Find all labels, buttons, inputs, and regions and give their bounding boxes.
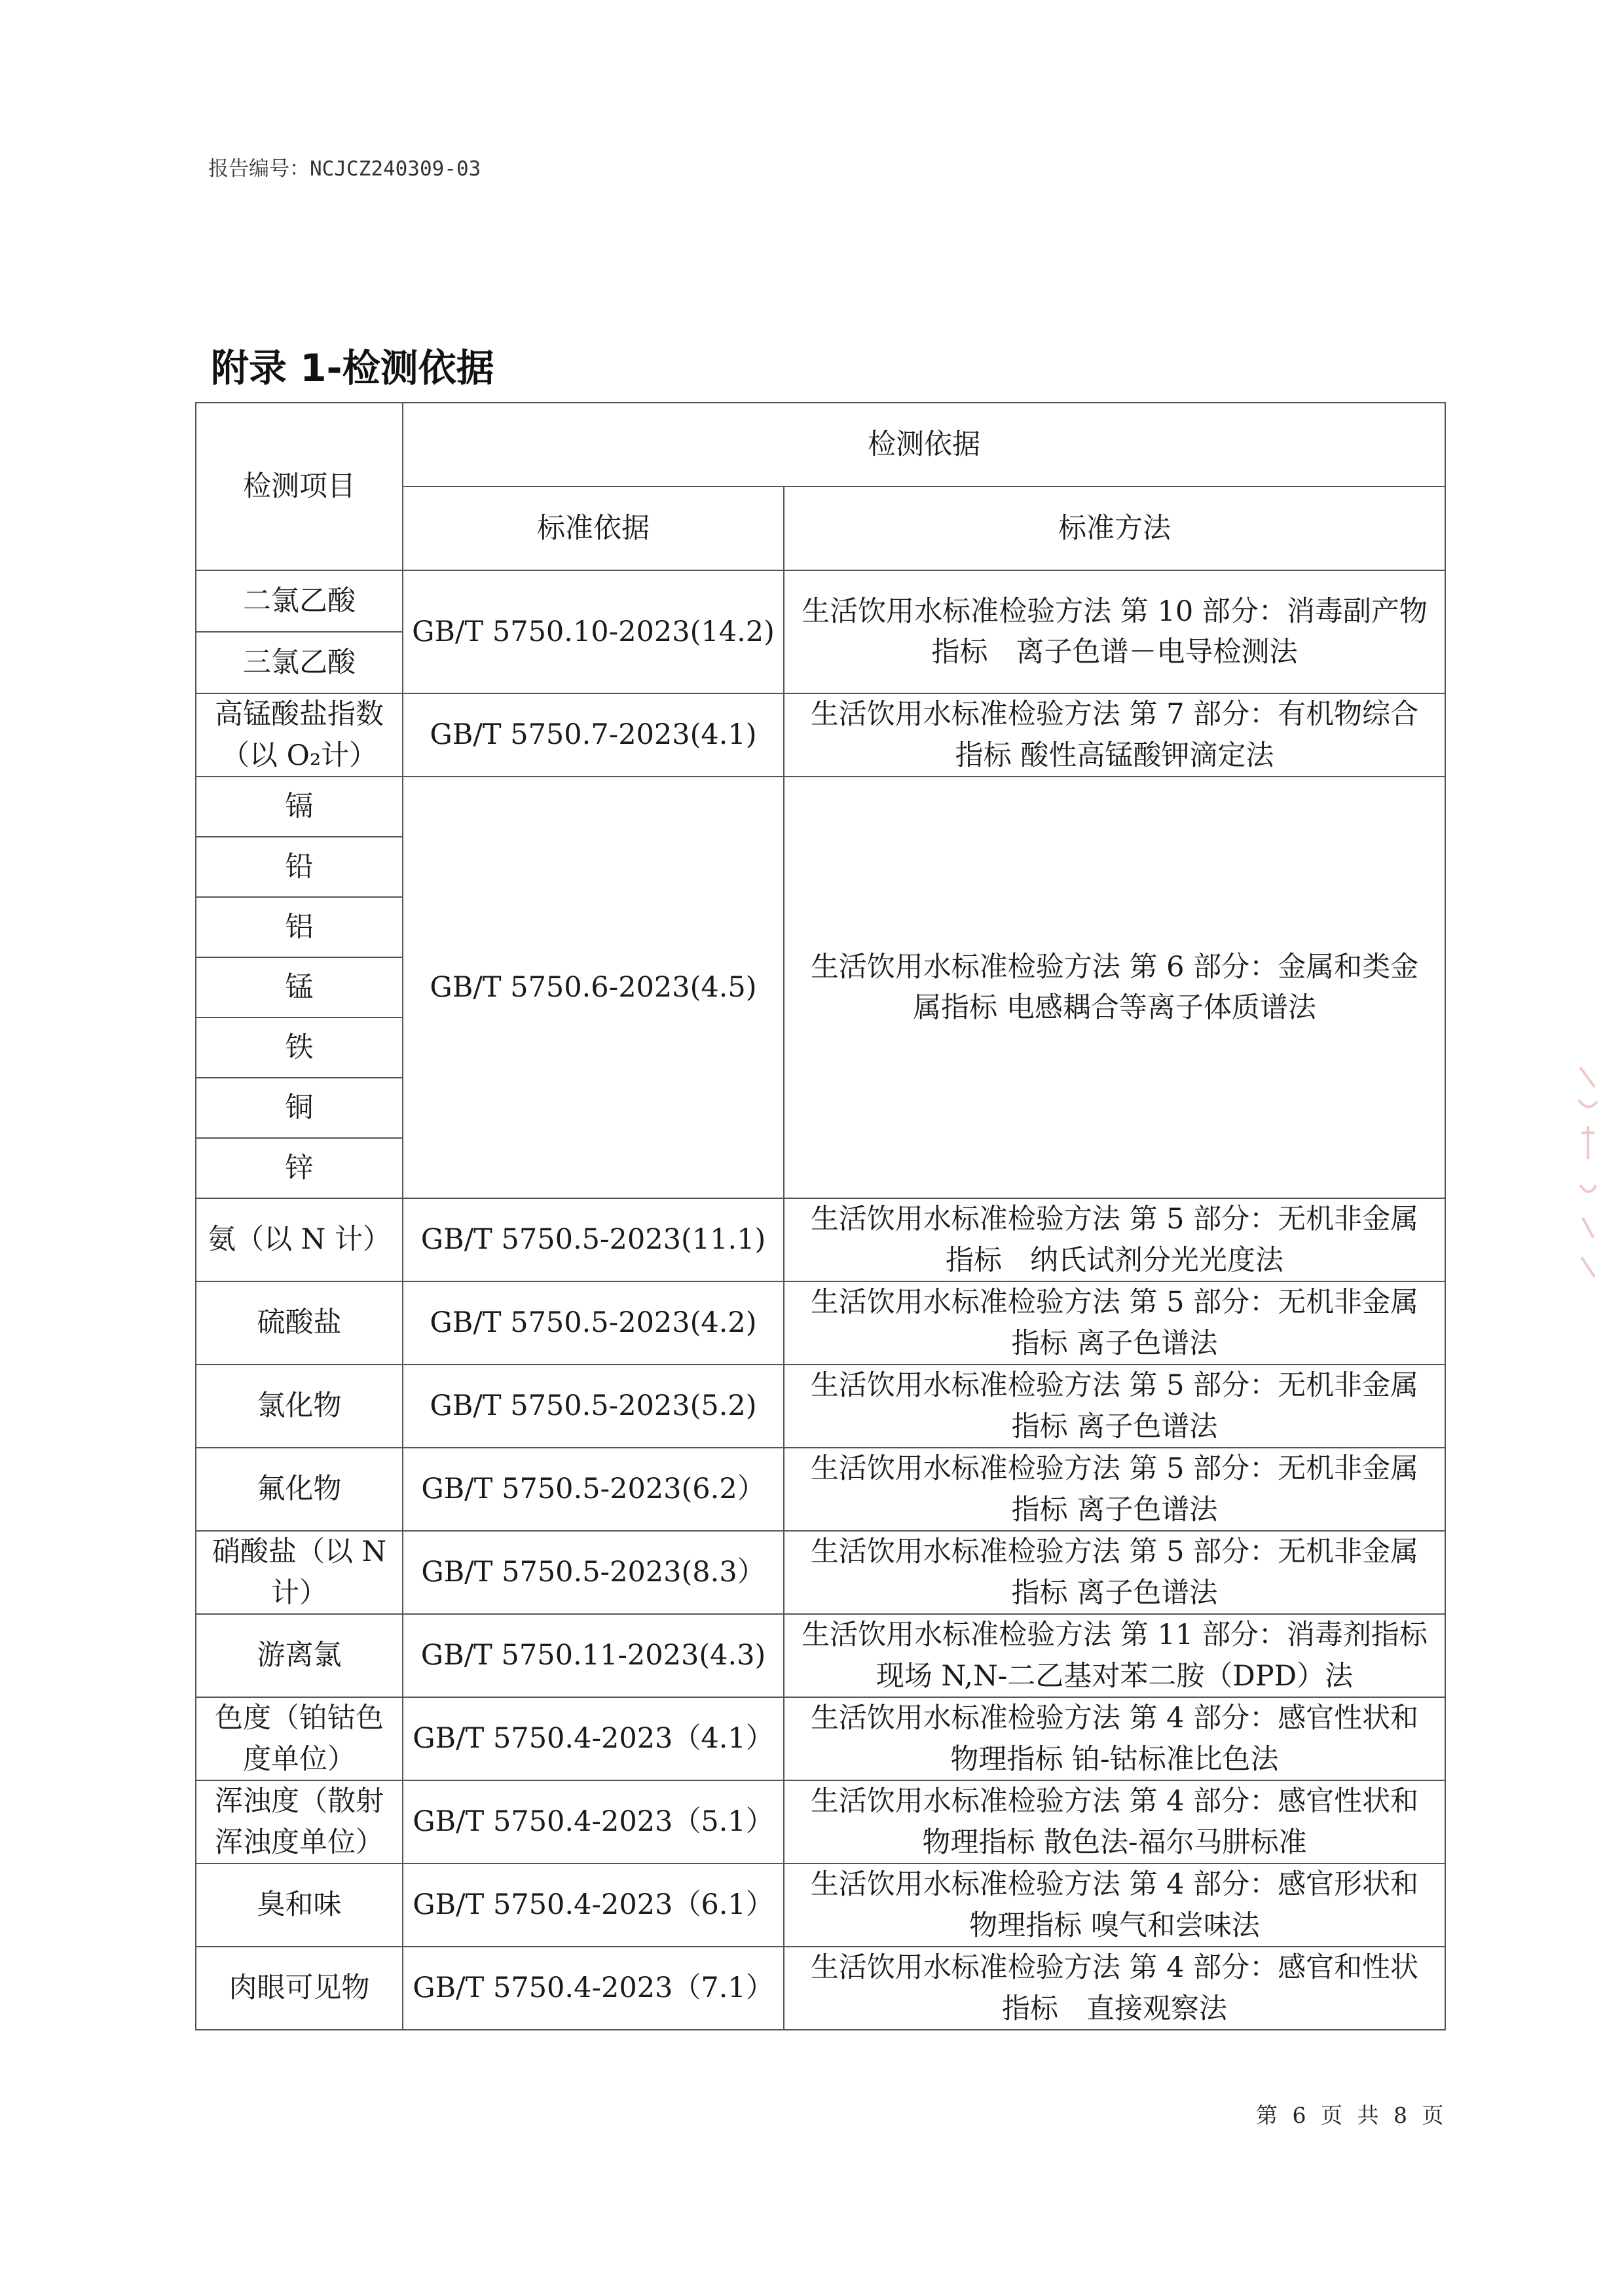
standard-basis: GB/T 5750.7-2023(4.1) [403, 693, 784, 777]
report-number: 报告编号：NCJCZ240309-03 [208, 157, 481, 181]
table-row [196, 1281, 1445, 1365]
standard-basis: GB/T 5750.6-2023(4.5) [403, 777, 784, 1198]
standard-basis: GB/T 5750.5-2023(8.3） [403, 1531, 784, 1614]
standard-basis: GB/T 5750.4-2023（6.1） [403, 1864, 784, 1947]
table-row [196, 570, 1445, 632]
standard-method: 生活饮用水标准检验方法 第 4 部分：感官性状和物理指标 铂-钴标准比色法 [784, 1697, 1445, 1780]
page-number: 第 6 页 共 8 页 [1256, 2102, 1448, 2128]
standard-basis: GB/T 5750.4-2023（5.1） [403, 1780, 784, 1864]
appendix-title: 附录 1-检测依据 [211, 346, 494, 390]
test-item: 浑浊度（散射浑浊度单位） [196, 1780, 403, 1864]
standard-method: 生活饮用水标准检验方法 第 6 部分：金属和类金属指标 电感耦合等离子体质谱法 [784, 777, 1445, 1198]
standard-method: 生活饮用水标准检验方法 第 7 部分：有机物综合指标 酸性高锰酸钾滴定法 [784, 693, 1445, 777]
table-row [196, 777, 1445, 837]
standard-basis: GB/T 5750.11-2023(4.3) [403, 1614, 784, 1697]
header-standard-method: 标准方法 [784, 487, 1445, 570]
standard-method: 生活饮用水标准检验方法 第 11 部分：消毒剂指标 现场 N,N-二乙基对苯二胺（DPD）法 [784, 1614, 1445, 1697]
table-row [196, 693, 1445, 777]
table-row [196, 1864, 1445, 1947]
table-row [196, 1614, 1445, 1697]
table-row [196, 1198, 1445, 1281]
standard-basis: GB/T 5750.4-2023（7.1） [403, 1947, 784, 2030]
standard-method: 生活饮用水标准检验方法 第 5 部分：无机非金属指标 离子色谱法 [784, 1365, 1445, 1448]
standard-basis: GB/T 5750.5-2023(11.1) [403, 1198, 784, 1281]
header-testing-basis: 检测依据 [403, 403, 1445, 487]
table-row [196, 1531, 1445, 1614]
test-item: 硝酸盐（以 N 计） [196, 1531, 403, 1614]
standard-method: 生活饮用水标准检验方法 第 5 部分：无机非金属指标 离子色谱法 [784, 1448, 1445, 1531]
test-item: 硫酸盐 [196, 1281, 403, 1365]
header-standard-basis: 标准依据 [403, 487, 784, 570]
standard-method: 生活饮用水标准检验方法 第 5 部分：无机非金属指标 纳氏试剂分光光度法 [784, 1198, 1445, 1281]
test-item: 铜 [196, 1078, 403, 1138]
standard-basis: GB/T 5750.4-2023（4.1） [403, 1697, 784, 1780]
testing-basis-table [195, 402, 1456, 2030]
header-test-item: 检测项目 [196, 403, 403, 570]
table-row [196, 1780, 1445, 1864]
standard-method: 生活饮用水标准检验方法 第 4 部分：感官性状和物理指标 散色法-福尔马肼标准 [784, 1780, 1445, 1864]
standard-basis: GB/T 5750.5-2023(6.2） [403, 1448, 784, 1531]
table-row [196, 1697, 1445, 1780]
test-item: 游离氯 [196, 1614, 403, 1697]
test-item: 铝 [196, 897, 403, 957]
test-item: 铅 [196, 837, 403, 897]
test-item: 锰 [196, 957, 403, 1018]
test-item: 氨（以 N 计） [196, 1198, 403, 1281]
standard-basis: GB/T 5750.10-2023(14.2) [403, 570, 784, 693]
test-item: 色度（铂钴色度单位） [196, 1697, 403, 1780]
standard-basis: GB/T 5750.5-2023(4.2) [403, 1281, 784, 1365]
test-item: 臭和味 [196, 1864, 403, 1947]
standard-basis: GB/T 5750.5-2023(5.2) [403, 1365, 784, 1448]
test-item: 肉眼可见物 [196, 1947, 403, 2030]
standard-method: 生活饮用水标准检验方法 第 10 部分：消毒副产物指标 离子色谱－电导检测法 [784, 570, 1445, 693]
standard-method: 生活饮用水标准检验方法 第 5 部分：无机非金属指标 离子色谱法 [784, 1281, 1445, 1365]
standard-method: 生活饮用水标准检验方法 第 4 部分：感官和性状指标 直接观察法 [784, 1947, 1445, 2030]
test-item: 高锰酸盐指数（以 O₂计） [196, 693, 403, 777]
standard-method: 生活饮用水标准检验方法 第 5 部分：无机非金属指标 离子色谱法 [784, 1531, 1445, 1614]
test-item: 二氯乙酸 [196, 570, 403, 632]
test-item: 氟化物 [196, 1448, 403, 1531]
table-row [196, 1365, 1445, 1448]
test-item: 三氯乙酸 [196, 632, 403, 693]
test-item: 氯化物 [196, 1365, 403, 1448]
table-row [196, 1947, 1445, 2030]
test-item: 锌 [196, 1138, 403, 1198]
seal-stamp [1575, 1061, 1601, 1296]
test-item: 铁 [196, 1018, 403, 1078]
table-row [196, 1448, 1445, 1531]
stamp-mark-icon [1575, 1061, 1601, 1296]
standard-method: 生活饮用水标准检验方法 第 4 部分：感官形状和物理指标 嗅气和尝味法 [784, 1864, 1445, 1947]
test-item: 镉 [196, 777, 403, 837]
